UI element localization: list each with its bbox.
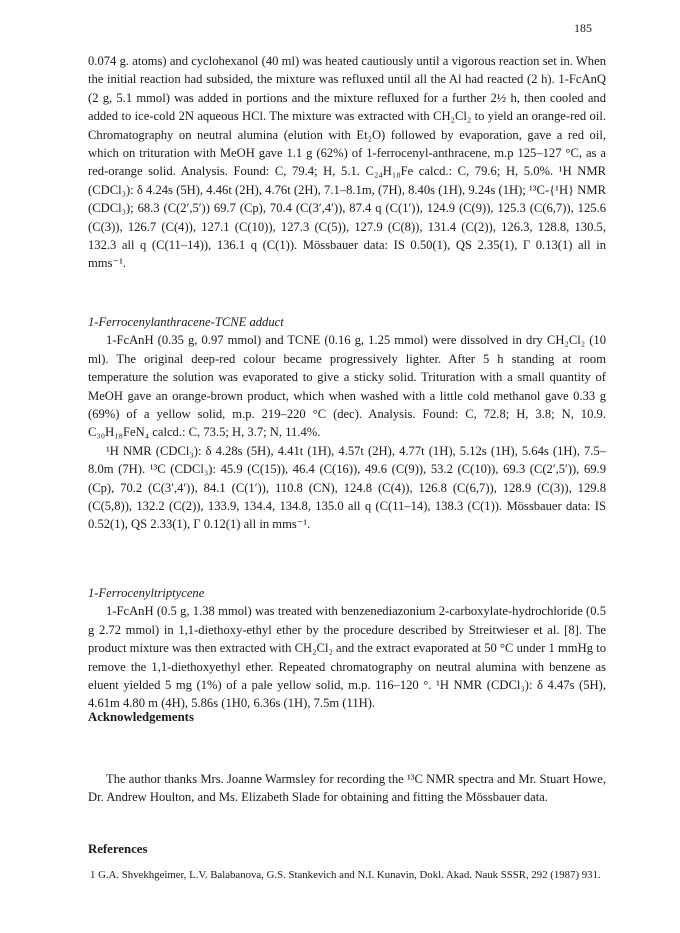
tcne-paragraph-2: ¹H NMR (CDCl₃): δ 4.28s (5H), 4.41t (1H), 4.57t (2H), 4.77t (1H), 5.12s (1H), 5.64s (1H), 7.5–8.0m (7H). ¹³C (CDCl₃): 45.9 (C(15)), 46.4 (C(16)), 49.6 (C(9)), 53.2 (C(10)), 69.3 (C(2′,5′)), 69.9 (Cp), 70.2 (C(3′,4′)), 84.1 (C(1′)), 110.8 (CN), 124.8 (C(4)), 126.8 (C(6,7)), 128.9 (C(3)), 129.8 (C(5,8)), 132.2 (C(2)), 133.9, 134.4, 134.8, 135.0 all q (C(11–14), 138.3 (C(1)). Mössbauer data: IS 0.52(1), QS 2.33(1), Γ 0.12(1) all in mms⁻¹.	[88, 443, 606, 532]
page-number: 185	[574, 21, 592, 35]
acknowledgements-heading-block	[88, 708, 606, 726]
references-section	[88, 840, 606, 883]
acknowledgements-section	[88, 770, 606, 807]
acknowledgements-heading: Acknowledgements	[88, 710, 194, 724]
section-heading-triptycene: 1-Ferrocenyltriptycene	[88, 586, 205, 600]
experimental-continuation	[88, 52, 606, 273]
section-heading-tcne: 1-Ferrocenylanthracene-TCNE adduct	[88, 315, 284, 329]
reference-item: 1 G.A. Shvekhgeimer, L.V. Balabanova, G.S. Stankevich and N.I. Kunavin, Dokl. Akad. Nauk SSSR, 292 (1987) 931.	[90, 869, 601, 882]
triptycene-section	[88, 584, 606, 713]
references-heading: References	[88, 842, 148, 856]
tcne-adduct-section	[88, 313, 606, 534]
acknowledgements-text: The author thanks Mrs. Joanne Warmsley for recording the ¹³C NMR spectra and Mr. Stuart Howe, Dr. Andrew Houlton, and Ms. Elizabeth Slade for obtaining and fitting the Mössbauer data.	[88, 772, 606, 805]
tcne-paragraph-1: 1-FcAnH (0.35 g, 0.97 mmol) and TCNE (0.16 g, 1.25 mmol) were dissolved in dry CH₂Cl₂ (10 ml). The original deep-red colour became progressively lighter. After 5 h standing at room temperature the solution was evaporated to give a sticky solid. Trituration with a small quantity of MeOH gave an orange-brown product, which when washed with a little cold methanol gave 0.33 g (69%) of a yellow solid, m.p. 219–220 °C (dec). Analysis. Found: C, 72.8; H, 3.8; N, 10.9. C₃₀H₁₈FeN₄ calcd.: C, 73.5; H, 3.7; N, 11.4%.	[88, 333, 606, 440]
continued-paragraph: 0.074 g. atoms) and cyclohexanol (40 ml) was heated cautiously until a vigorous reaction set in. When the initial reaction had subsided, the mixture was refluxed until all the Al had reacted (2 h). 1-FcAnQ (2 g, 5.1 mmol) was added in portions and the mixture refluxed for a further 2½ h, then cooled and added to ice-cold 2N aqueous HCl. The mixture was extracted with CH₂Cl₂ to yield an orange-red oil. Chromatography on neutral alumina (elution with Et₂O) followed by evaporation, gave a red oil, which on trituration with MeOH gave 1.1 g (62%) of 1-ferrocenyl-anthracene, m.p 125–127 °C, as a red-orange solid. Analysis. Found: C, 79.4; H, 5.1. C₂₄H₁₈Fe calcd.: C, 79.6; H, 5.0%. ¹H NMR (CDCl₃): δ 4.24s (5H), 4.46t (2H), 4.76t (2H), 7.1–8.1m, (7H), 8.40s (1H), 9.24s (1H); ¹³C-{¹H} NMR (CDCl₃); 68.3 (C(2′,5′)) 69.7 (Cp), 70.4 (C(3′,4′)), 87.4 q (C(1′)), 124.9 (C(9)), 125.3 (C(6,7)), 125.6 (C(3)), 126.7 (C(4)), 127.1 (C(10)), 127.3 (C(5)), 127.9 (C(8)), 131.4 (C(2)), 126.3, 128.8, 130.5, 132.3 all q (C(11–14)), 136.1 q (C(1)). Mössbauer data: IS 0.50(1), QS 2.35(1), Γ 0.13(1) all in mms⁻¹.	[88, 54, 606, 271]
triptycene-paragraph: 1-FcAnH (0.5 g, 1.38 mmol) was treated with benzenediazonium 2-carboxylate-hydrochloride (0.5 g 2.72 mmol) in 1,1-diethoxy-ethyl ether by the procedure described by Streitwieser et al. [8]. The product mixture was then extracted with CH₂Cl₂ and the extract evaporated at 50 °C under 1 mmHg to remove the 1,1-diethoxyethyl ether. Repeated chromatography on neutral alumina with benzene as eluent yielded 5 mg (1%) of a pale yellow solid, m.p. 116–120 °. ¹H NMR (CDCl₃): δ 4.47s (5H), 4.61m 4.80 m (4H), 5.86s (1H0, 6.36s (1H), 7.5m (11H).	[88, 604, 606, 711]
